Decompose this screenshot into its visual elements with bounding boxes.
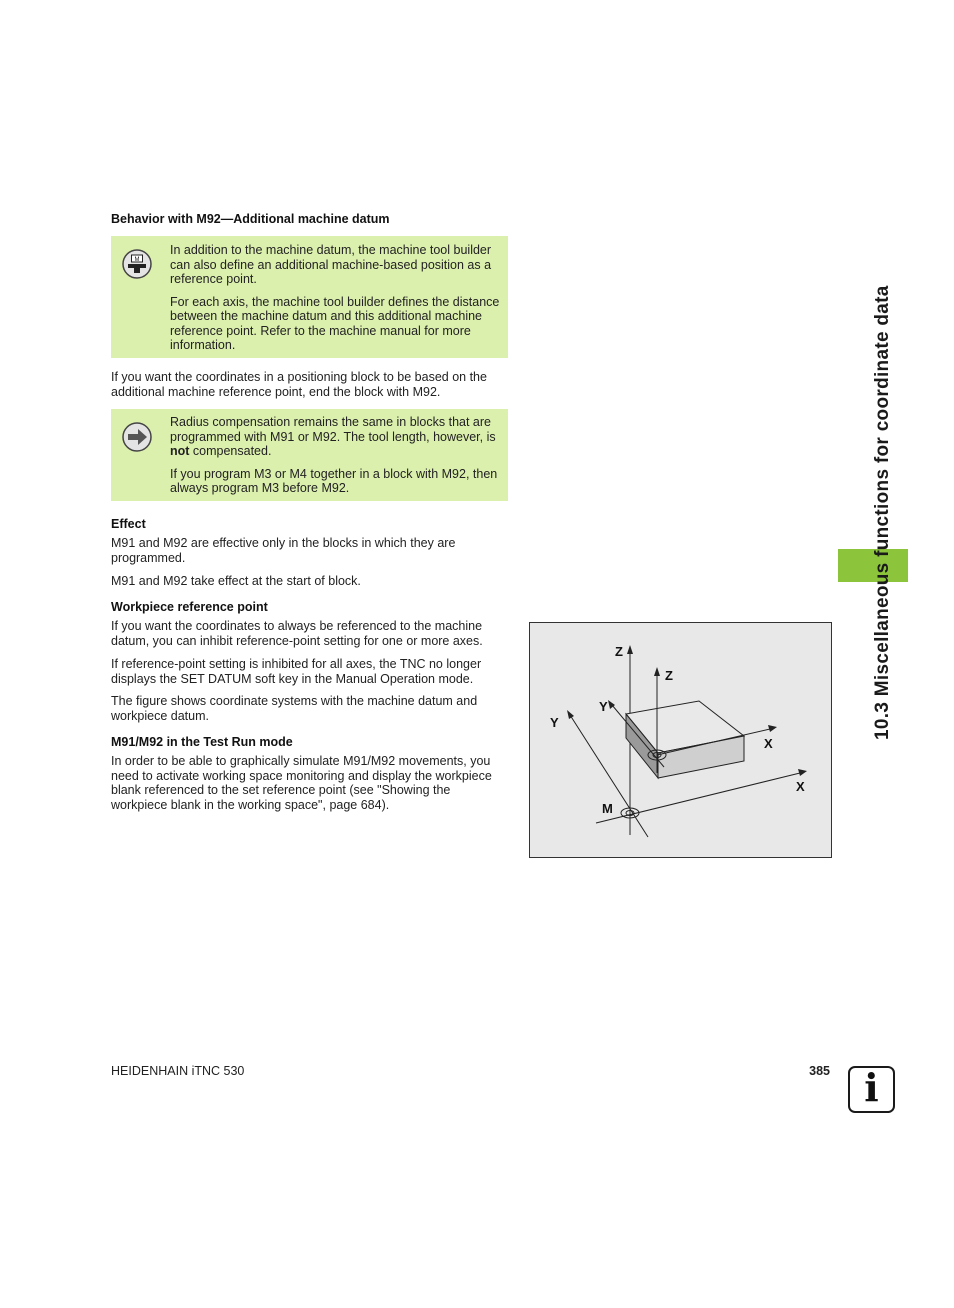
- note2-text-bold: not: [170, 444, 190, 458]
- workpiece-reference-paragraph-1: If you want the coordinates to always be referenced to the machine datum, you can inhibit reference-point setting for one or more axes.: [111, 619, 483, 648]
- test-run-paragraph: In order to be able to graphically simulate M91/M92 movements, you need to activate working space monitoring and display the workpiece blank referenced to the set reference point (see "Showing the workpiece blank in the working space", page 684).: [111, 754, 492, 812]
- machine-x-axis: [596, 773, 800, 823]
- effect-paragraph-2: M91 and M92 take effect at the start of block.: [111, 574, 361, 588]
- info-glyph: i: [864, 1065, 879, 1110]
- workpiece-reference-heading: Workpiece reference point: [111, 600, 268, 614]
- note2-text-post: compensated.: [189, 444, 272, 458]
- label-y-workpiece: Y: [599, 699, 608, 714]
- effect-heading: Effect: [111, 517, 146, 531]
- arrow-right-icon: [121, 421, 153, 458]
- info-icon: [848, 1066, 895, 1113]
- label-z-workpiece: Z: [665, 668, 673, 683]
- machine-note-box: [111, 236, 508, 358]
- note1-paragraph-1: In addition to the machine datum, the machine tool builder can also define an additional machine-based position as a reference point.: [170, 243, 492, 286]
- label-m-datum: M: [602, 801, 613, 816]
- note2-paragraph-2: If you program M3 or M4 together in a block with M92, then always program M3 before M92.: [170, 466, 498, 495]
- footer-product-name: HEIDENHAIN iTNC 530: [111, 1064, 245, 1078]
- m92-paragraph: If you want the coordinates in a positioning block to be based on the additional machine reference point, end the block with M92.: [111, 370, 487, 399]
- chapter-side-title: 10.3 Miscellaneous functions for coordinate data: [872, 285, 893, 740]
- note2-paragraph-1: [170, 415, 500, 459]
- test-run-heading: M91/M92 in the Test Run mode: [111, 735, 293, 749]
- m92-heading: Behavior with M92—Additional machine datum: [111, 212, 390, 226]
- machine-dependent-icon: [121, 248, 153, 285]
- tip-note-box: [111, 409, 508, 501]
- coordinate-systems-figure: [529, 622, 832, 858]
- svg-text:M: M: [134, 257, 140, 263]
- note1-paragraph-2: For each axis, the machine tool builder defines the distance between the machine datum and this additional machine reference point. Refer to the machine manual for more information.: [170, 294, 500, 352]
- page-number: 385: [809, 1064, 830, 1078]
- effect-paragraph-1: M91 and M92 are effective only in the blocks in which they are programmed.: [111, 536, 456, 565]
- label-x-workpiece: X: [764, 736, 773, 751]
- note2-text-pre: Radius compensation remains the same in blocks that are programmed with M91 or M92. The tool length, however, is: [170, 415, 496, 444]
- label-z-machine: Z: [615, 644, 623, 659]
- workpiece-reference-paragraph-2: If reference-point setting is inhibited for all axes, the TNC no longer displays the SET DATUM soft key in the Manual Operation mode.: [111, 657, 482, 686]
- label-y-machine: Y: [550, 715, 559, 730]
- workpiece-reference-paragraph-3: The figure shows coordinate systems with the machine datum and workpiece datum.: [111, 694, 478, 723]
- label-x-machine: X: [796, 779, 805, 794]
